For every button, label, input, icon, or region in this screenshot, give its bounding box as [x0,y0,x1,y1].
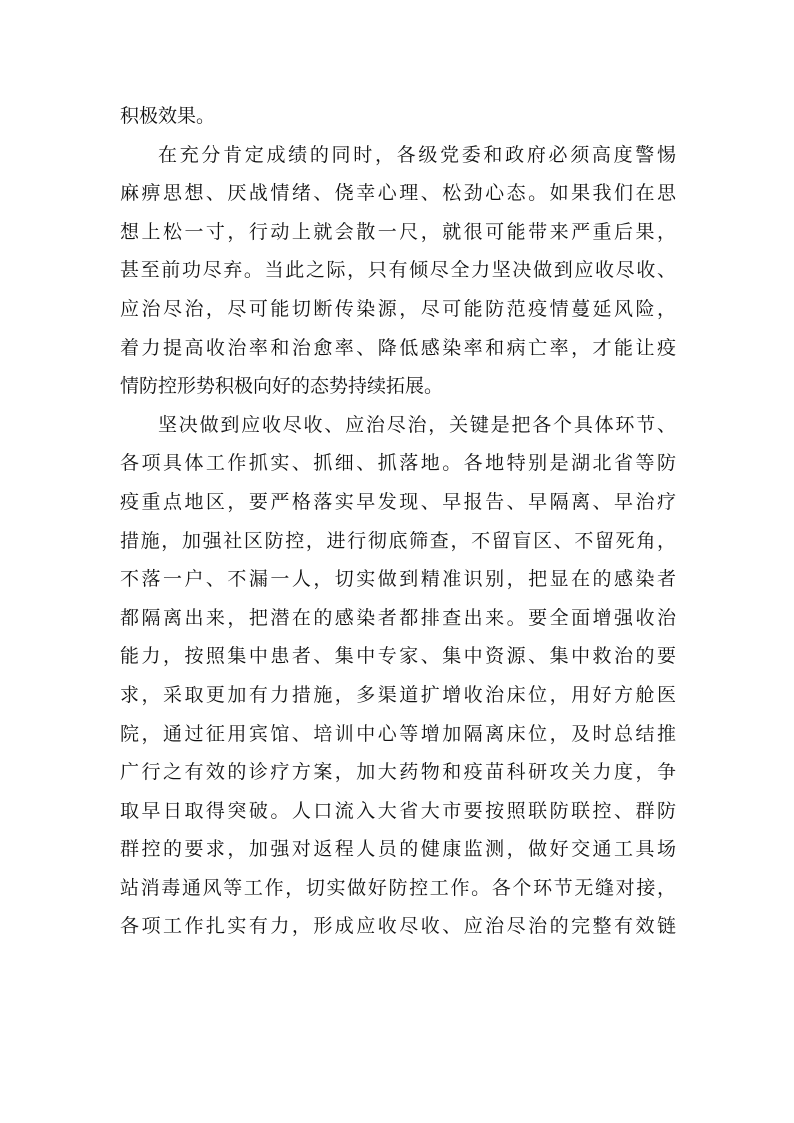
text-line: 想上松一寸，行动上就会散一尺，就很可能带来严重后果， [120,220,676,243]
text-line: 各项具体工作抓实、抓细、抓落地。各地特别是湖北省等防 [120,452,676,475]
paragraph-start-line: 坚决做到应收尽收、应治尽治，关键是把各个具体环节、 [158,413,676,436]
text-line: 麻痹思想、厌战情绪、侥幸心理、松劲心态。如果我们在思 [120,182,676,205]
text-line: 能力，按照集中患者、集中专家、集中资源、集中救治的要 [120,645,676,668]
text-line: 着力提高收治率和治愈率、降低感染率和病亡率，才能让疫 [120,336,676,359]
text-line: 不落一户、不漏一人，切实做到精准识别，把显在的感染者 [120,568,676,591]
text-line: 都隔离出来，把潜在的感染者都排查出来。要全面增强收治 [120,606,676,629]
text-line: 措施，加强社区防控，进行彻底筛查，不留盲区、不留死角， [120,529,676,552]
paragraph-start-line: 在充分肯定成绩的同时，各级党委和政府必须高度警惕 [158,143,676,166]
text-line: 积极效果。 [120,105,216,127]
body-text [120,97,676,946]
text-line: 院，通过征用宾馆、培训中心等增加隔离床位，及时总结推 [120,722,676,745]
text-line: 广行之有效的诊疗方案，加大药物和疫苗科研攻关力度，争 [120,761,676,784]
text-line: 求，采取更加有力措施，多渠道扩增收治床位，用好方舱医 [120,683,676,706]
text-line: 应治尽治，尽可能切断传染源，尽可能防范疫情蔓延风险， [120,297,676,320]
text-line: 站消毒通风等工作，切实做好防控工作。各个环节无缝对接， [120,876,676,899]
text-line: 群控的要求，加强对返程人员的健康监测，做好交通工具场 [120,838,676,861]
text-line: 取早日取得突破。人口流入大省大市要按照联防联控、群防 [120,799,676,822]
text-line: 甚至前功尽弃。当此之际，只有倾尽全力坚决做到应收尽收、 [120,259,676,282]
text-line: 疫重点地区，要严格落实早发现、早报告、早隔离、早治疗 [120,490,676,513]
text-line: 情防控形势积极向好的态势持续拓展。 [120,375,444,398]
text-line: 各项工作扎实有力，形成应收尽收、应治尽治的完整有效链 [120,915,676,938]
